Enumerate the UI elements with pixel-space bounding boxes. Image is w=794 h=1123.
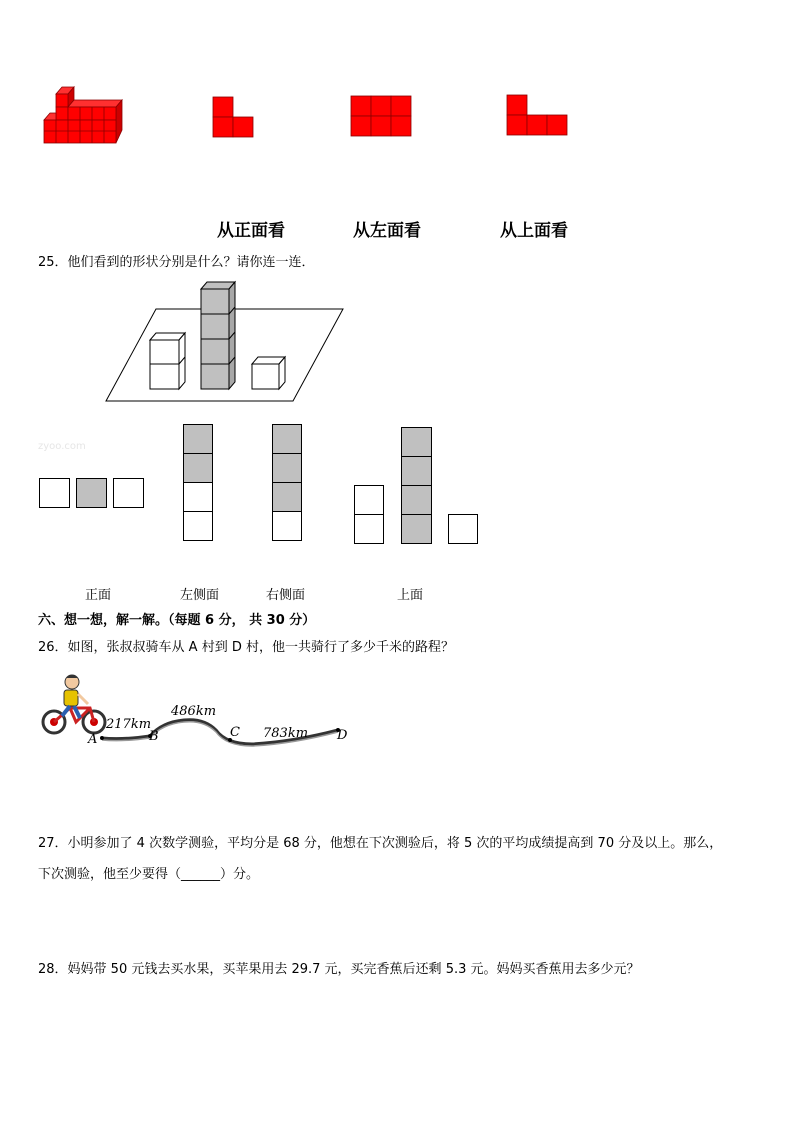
question-25-text: 25．他们看到的形状分别是什么？请你连一连． <box>38 255 315 270</box>
cube-stacks-on-plane <box>104 280 346 404</box>
watermark: zyoo.com <box>38 441 86 452</box>
section-6-heading: 六、想一想，解一解。（每题 6 分， 共 30 分） <box>38 613 316 628</box>
distance-bc: 486km <box>171 704 217 719</box>
label-top: 上面 <box>397 588 424 603</box>
red-view-left <box>351 96 413 138</box>
view-option-left-side <box>183 424 214 542</box>
red-view-top <box>507 95 569 137</box>
question-27-line-1: 27．小明参加了 4 次数学测验，平均分是 68 分，他想在下次测验后，将 5 次的平均成绩提高到 70 分及以上。那么， <box>38 836 723 851</box>
point-b: B <box>149 729 159 744</box>
label-left-side: 左侧面 <box>180 588 220 603</box>
label-right-side: 右侧面 <box>266 588 306 603</box>
distance-ab: 217km <box>106 717 152 732</box>
view-label-top: 从上面看 <box>500 221 568 241</box>
point-c: C <box>230 725 240 740</box>
question-28-text: 28．妈妈带 50 元钱去买水果，买苹果用去 29.7 元，买完香蕉后还剩 5.3 元。妈妈买香蕉用去多少元？ <box>38 962 640 977</box>
red-cube-solid-figure <box>44 84 129 146</box>
point-d: D <box>337 728 348 743</box>
point-a: A <box>88 732 98 747</box>
view-option-grouped <box>354 426 480 545</box>
question-27-line-2: 下次测验，他至少要得（______）分。 <box>38 867 260 882</box>
label-front: 正面 <box>85 588 112 603</box>
question-26-text: 26．如图，张叔叔骑车从 A 村到 D 村，他一共骑行了多少千米的路程？ <box>38 640 454 655</box>
red-view-front <box>213 97 255 138</box>
distance-cd: 783km <box>263 726 309 741</box>
view-option-row <box>39 478 145 508</box>
view-label-left: 从左面看 <box>353 221 421 241</box>
view-label-front: 从正面看 <box>217 221 285 241</box>
view-option-right-side <box>272 424 303 542</box>
